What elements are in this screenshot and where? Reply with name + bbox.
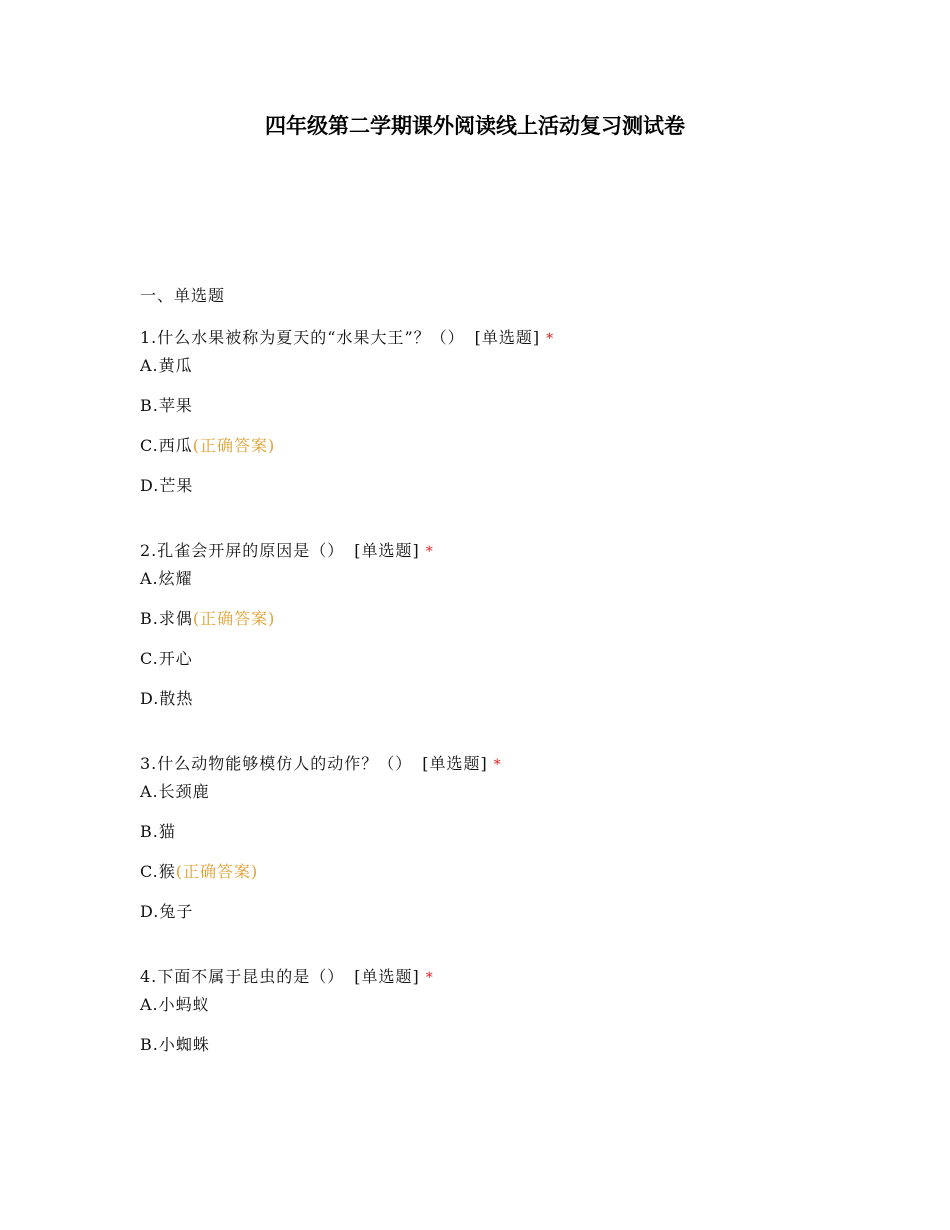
question-type-tag: [单选题]	[474, 328, 541, 347]
option-text: 小蜘蛛	[158, 1035, 210, 1054]
option-a[interactable]	[140, 778, 840, 818]
option-b[interactable]	[140, 818, 840, 858]
page-title: 四年级第二学期课外阅读线上活动复习测试卷	[265, 114, 685, 138]
question-title	[140, 324, 840, 352]
question-text: 什么动物能够模仿人的动作？（）	[157, 754, 413, 773]
option-text: 黄瓜	[158, 356, 193, 375]
question-text: 孔雀会开屏的原因是（）	[157, 541, 345, 560]
option-letter: B.	[140, 609, 159, 628]
option-text: 芒果	[159, 476, 194, 495]
option-text: 开心	[158, 649, 193, 668]
question-text: 什么水果被称为夏天的“水果大王”？（）	[157, 328, 465, 347]
question-number: 3.	[140, 754, 158, 773]
question-2	[140, 537, 840, 725]
question-title	[140, 750, 840, 778]
option-letter: B.	[140, 1035, 159, 1054]
quiz-content	[140, 284, 840, 1071]
option-letter: A.	[140, 782, 159, 801]
option-text: 长颈鹿	[158, 782, 210, 801]
question-number: 2.	[140, 541, 158, 560]
option-letter: A.	[140, 995, 159, 1014]
option-text: 求偶	[158, 609, 193, 628]
required-mark: *	[493, 757, 502, 773]
option-b[interactable]	[140, 1031, 840, 1071]
question-4	[140, 963, 840, 1071]
option-letter: A.	[140, 569, 159, 588]
question-type-tag: [单选题]	[354, 967, 420, 986]
option-text: 炫耀	[158, 569, 193, 588]
option-c[interactable]	[140, 645, 840, 685]
option-text: 散热	[159, 689, 194, 708]
option-b[interactable]	[140, 605, 840, 645]
option-letter: D.	[140, 902, 160, 921]
required-mark: *	[546, 331, 555, 347]
correct-answer-label: (正确答案)	[192, 436, 276, 455]
question-number: 4.	[140, 967, 158, 986]
option-text: 猴	[158, 862, 176, 881]
question-spacer	[140, 938, 840, 963]
option-c[interactable]	[140, 432, 840, 472]
option-a[interactable]	[140, 352, 840, 392]
option-letter: C.	[140, 862, 159, 881]
option-a[interactable]	[140, 565, 840, 605]
option-c[interactable]	[140, 858, 840, 898]
correct-answer-label: (正确答案)	[175, 862, 259, 881]
option-text: 西瓜	[158, 436, 193, 455]
option-text: 苹果	[158, 396, 193, 415]
required-mark: *	[425, 544, 434, 560]
question-spacer	[140, 512, 840, 537]
option-a[interactable]	[140, 991, 840, 1031]
option-d[interactable]	[140, 898, 840, 938]
option-letter: D.	[140, 476, 160, 495]
option-letter: D.	[140, 689, 160, 708]
question-1	[140, 324, 840, 512]
question-number: 1.	[140, 328, 158, 347]
question-title	[140, 537, 840, 565]
question-type-tag: [单选题]	[354, 541, 420, 560]
section-heading: 一、单选题	[140, 286, 226, 305]
option-letter: C.	[140, 436, 159, 455]
question-spacer	[140, 725, 840, 750]
option-letter: B.	[140, 822, 159, 841]
question-type-tag: [单选题]	[422, 754, 488, 773]
option-text: 兔子	[159, 902, 194, 921]
question-text: 下面不属于昆虫的是（）	[157, 967, 345, 986]
option-d[interactable]	[140, 472, 840, 512]
option-d[interactable]	[140, 685, 840, 725]
required-mark: *	[425, 970, 434, 986]
option-text: 猫	[158, 822, 176, 841]
option-letter: A.	[140, 356, 159, 375]
option-letter: C.	[140, 649, 159, 668]
option-b[interactable]	[140, 392, 840, 432]
option-letter: B.	[140, 396, 159, 415]
question-3	[140, 750, 840, 938]
correct-answer-label: (正确答案)	[192, 609, 276, 628]
option-text: 小蚂蚁	[158, 995, 210, 1014]
question-title	[140, 963, 840, 991]
